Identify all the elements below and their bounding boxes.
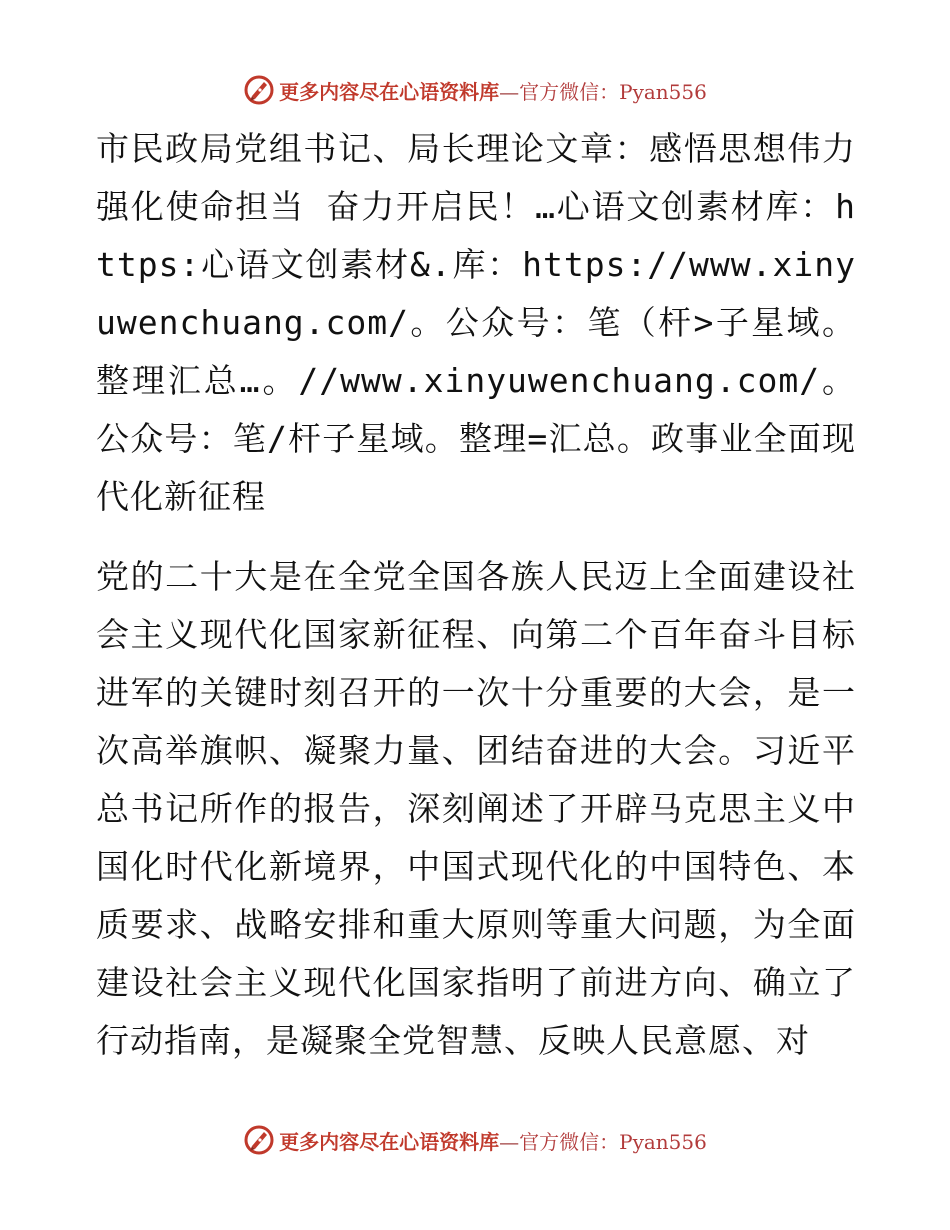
document-body-paragraph: 党的二十大是在全党全国各族人民迈上全面建设社会主义现代化国家新征程、向第二个百年奋斗目标进军的关键时刻召开的一次十分重要的大会，是一次高举旗帜、凝聚力量、团结奋进的大会。习近平总书记所作的报告，深刻阐述了开辟马克思主义中国化时代化新境界，中国式现代化的中国特色、本质要求、战略安排和重大原则等重大问题，为全面建设社会主义现代化国家指明了前进方向、确立了行动指南，是凝聚全党智慧、反映人民意愿、对 (96, 557, 856, 1060)
banner-text-dash: — (499, 79, 520, 104)
document-body (96, 120, 890, 1070)
document-title-paragraph: 市民政局党组书记、局长理论文章：感悟思想伟力 强化使命担当 奋力开启民！…心语文创素材库：https:心语文创素材&.库：https://www.xinyuwenchuang.com/。公众号：笔（杆>子星域。整理汇总…。//www.xinyuwenchuang.com/。公众号：笔/杆子星域。整理=汇总。政事业全面现代化新征程 (96, 129, 890, 516)
footer-banner-content (243, 1124, 707, 1156)
footer-banner-text-wechat: 官方微信：Pyan556 (519, 1129, 707, 1154)
banner-text-main: 更多内容尽在心语资料库 (279, 79, 500, 104)
pen-nib-logo-icon (243, 74, 275, 106)
footer-banner-text-dash: — (499, 1129, 520, 1154)
footer-banner-text-main: 更多内容尽在心语资料库 (279, 1129, 500, 1154)
footer-banner (0, 1120, 950, 1160)
banner-text (279, 76, 707, 105)
footer-banner-text (279, 1126, 707, 1155)
banner-text-wechat: 官方微信：Pyan556 (519, 79, 707, 104)
banner-content (243, 74, 707, 106)
pen-nib-logo-icon (243, 1124, 275, 1156)
header-banner (0, 70, 950, 110)
